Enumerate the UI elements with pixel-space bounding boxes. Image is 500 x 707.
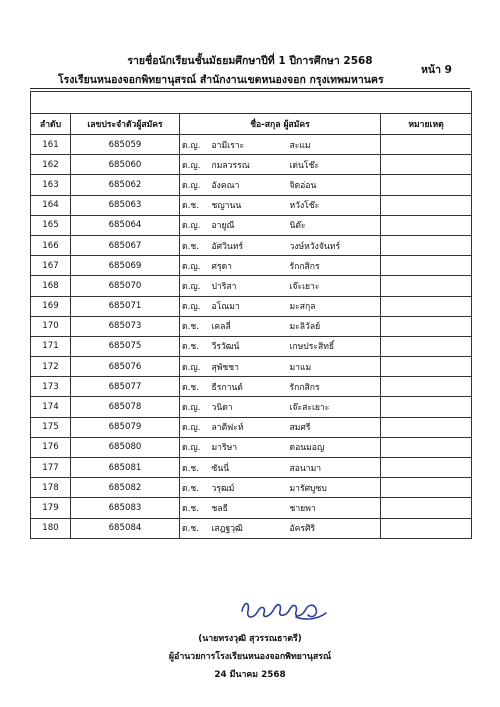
name-prefix: ด.ช. (180, 195, 210, 215)
row-number: 180 (31, 518, 71, 538)
first-name: เสฎฐวุฒิ (211, 524, 243, 535)
last-name: ชายพา (289, 503, 316, 514)
remark-cell (381, 256, 472, 276)
row-number: 166 (31, 235, 71, 255)
applicant-id: 685078 (71, 397, 180, 417)
table-row (31, 458, 472, 478)
table-row (31, 296, 472, 316)
row-number: 176 (31, 437, 71, 457)
first-name: ซันนี่ (211, 463, 230, 474)
row-number: 173 (31, 377, 71, 397)
name-prefix: ด.ญ. (180, 135, 210, 155)
applicant-id: 685079 (71, 417, 180, 437)
last-name: มารัศบูซบ (289, 483, 327, 494)
student-name (210, 175, 381, 195)
name-prefix: ด.ญ. (180, 296, 210, 316)
first-name: วีรวัฒน์ (211, 342, 240, 353)
page-number: หน้า 9 (421, 64, 452, 76)
table-row (31, 417, 472, 437)
remark-cell (381, 478, 472, 498)
applicant-id: 685083 (71, 498, 180, 518)
applicant-id: 685063 (71, 195, 180, 215)
student-roster-table (30, 91, 472, 539)
first-name: สุพัชชา (211, 362, 239, 373)
first-name: อัศวินทร์ (211, 241, 244, 252)
row-number: 164 (31, 195, 71, 215)
student-name (210, 235, 381, 255)
signed-date: 24 มีนาคม 2568 (214, 670, 286, 680)
remark-cell (381, 437, 472, 457)
student-name (210, 397, 381, 417)
name-prefix: ด.ช. (180, 316, 210, 336)
applicant-id: 685064 (71, 215, 180, 235)
student-name (210, 276, 381, 296)
first-name: อโณมา (211, 302, 240, 313)
name-prefix: ด.ช. (180, 336, 210, 356)
last-name: อัครศิริ (289, 524, 316, 535)
row-number: 177 (31, 458, 71, 478)
table-row (31, 235, 472, 255)
name-prefix: ด.ช. (180, 458, 210, 478)
document-title: รายชื่อนักเรียนชั้นมัธยมศึกษาปีที่ 1 ปีการศึกษา 2568 (127, 55, 373, 67)
remark-cell (381, 498, 472, 518)
row-number: 171 (31, 336, 71, 356)
row-number: 175 (31, 417, 71, 437)
table-row (31, 155, 472, 175)
applicant-id: 685069 (71, 256, 180, 276)
applicant-id: 685076 (71, 357, 180, 377)
last-name: มะสกุล (289, 302, 316, 313)
row-number: 162 (31, 155, 71, 175)
student-name (210, 215, 381, 235)
name-prefix: ด.ญ. (180, 397, 210, 417)
remark-cell (381, 215, 472, 235)
table-row (31, 135, 472, 155)
name-prefix: ด.ญ. (180, 437, 210, 457)
col-header-no: ลำดับ (31, 114, 71, 135)
table-row (31, 195, 472, 215)
signer-position: ผู้อำนวยการโรงเรียนหนองจอกพิทยานุสรณ์ (168, 652, 332, 662)
name-prefix: ด.ช. (180, 235, 210, 255)
row-number: 179 (31, 498, 71, 518)
last-name: รักกสิกร (289, 382, 320, 393)
remark-cell (381, 458, 472, 478)
roster-body (31, 135, 472, 539)
first-name: ศรุดา (211, 261, 232, 272)
table-row (31, 478, 472, 498)
first-name: เคลลี่ (211, 322, 231, 333)
student-name (210, 377, 381, 397)
remark-cell (381, 235, 472, 255)
applicant-id: 685062 (71, 175, 180, 195)
row-number: 161 (31, 135, 71, 155)
table-row (31, 256, 472, 276)
first-name: ชญานน (211, 201, 242, 212)
applicant-id: 685060 (71, 155, 180, 175)
remark-cell (381, 195, 472, 215)
student-name (210, 296, 381, 316)
student-name (210, 417, 381, 437)
student-name (210, 458, 381, 478)
row-number: 170 (31, 316, 71, 336)
student-name (210, 437, 381, 457)
student-name (210, 195, 381, 215)
name-prefix: ด.ญ. (180, 256, 210, 276)
row-number: 178 (31, 478, 71, 498)
header-underline (30, 88, 470, 89)
blank-cell (31, 92, 472, 114)
remark-cell (381, 518, 472, 538)
name-prefix: ด.ญ. (180, 417, 210, 437)
signer-name: (นายทรงวุฒิ สุวรรณธาตรี) (198, 634, 302, 644)
remark-cell (381, 397, 472, 417)
first-name: วนิดา (211, 403, 233, 414)
col-header-app-id: เลขประจำตัวผู้สมัคร (71, 114, 180, 135)
student-name (210, 155, 381, 175)
remark-cell (381, 175, 472, 195)
applicant-id: 685059 (71, 135, 180, 155)
applicant-id: 685082 (71, 478, 180, 498)
first-name: มาริษา (211, 443, 238, 454)
row-number: 174 (31, 397, 71, 417)
student-name (210, 336, 381, 356)
col-header-name: ชื่อ-สกุล ผู้สมัคร (180, 114, 381, 135)
last-name: มาแม (289, 362, 312, 373)
last-name: เจ๊ะเยาะ (289, 281, 320, 292)
first-name: ลาตีฟะห์ (211, 423, 244, 434)
name-prefix: ด.ช. (180, 478, 210, 498)
applicant-id: 685080 (71, 437, 180, 457)
last-name: หวังโช๊ะ (289, 201, 320, 212)
name-prefix: ด.ญ. (180, 276, 210, 296)
last-name: รักกสิกร (289, 261, 320, 272)
header-row (31, 114, 472, 135)
table-row (31, 316, 472, 336)
name-prefix: ด.ญ. (180, 357, 210, 377)
first-name: วรุฒม์ (211, 483, 235, 494)
table-row (31, 518, 472, 538)
remark-cell (381, 276, 472, 296)
applicant-id: 685075 (71, 336, 180, 356)
student-name (210, 357, 381, 377)
last-name: สมศรี (289, 423, 311, 434)
remark-cell (381, 377, 472, 397)
last-name: เจ๊ะสะเยาะ (289, 403, 330, 414)
student-name (210, 256, 381, 276)
applicant-id: 685071 (71, 296, 180, 316)
name-prefix: ด.ญ. (180, 155, 210, 175)
first-name: ธีรกานต์ (211, 382, 243, 393)
row-number: 169 (31, 296, 71, 316)
table-row (31, 215, 472, 235)
applicant-id: 685081 (71, 458, 180, 478)
table-row (31, 336, 472, 356)
applicant-id: 685070 (71, 276, 180, 296)
applicant-id: 685073 (71, 316, 180, 336)
name-prefix: ด.ญ. (180, 175, 210, 195)
last-name: ดอนมอญ (289, 443, 325, 454)
last-name: เด่นโช๊ะ (289, 160, 319, 171)
student-name (210, 316, 381, 336)
table-row (31, 498, 472, 518)
row-number: 167 (31, 256, 71, 276)
student-name (210, 135, 381, 155)
applicant-id: 685067 (71, 235, 180, 255)
col-header-remark: หมายเหตุ (381, 114, 472, 135)
applicant-id: 685084 (71, 518, 180, 538)
student-name (210, 478, 381, 498)
row-number: 163 (31, 175, 71, 195)
row-number: 168 (31, 276, 71, 296)
table-row (31, 357, 472, 377)
first-name: อามีเราะ (211, 140, 245, 151)
signature (236, 597, 332, 625)
remark-cell (381, 417, 472, 437)
last-name: สอนามา (289, 463, 322, 474)
row-number: 165 (31, 215, 71, 235)
name-prefix: ด.ช. (180, 498, 210, 518)
remark-cell (381, 357, 472, 377)
table-row (31, 437, 472, 457)
first-name: ชลธี (211, 503, 228, 514)
last-name: จิตอ่อน (289, 180, 317, 191)
student-name (210, 518, 381, 538)
name-prefix: ด.ญ. (180, 215, 210, 235)
last-name: เกษประสิทธิ์ (289, 342, 335, 353)
school-name: โรงเรียนหนองจอกพิทยานุสรณ์ สำนักงานเขตหนองจอก กรุงเทพมหานคร (58, 74, 384, 86)
table-row (31, 175, 472, 195)
row-number: 172 (31, 357, 71, 377)
first-name: กมลวรรณ (211, 160, 250, 171)
student-name (210, 498, 381, 518)
first-name: อังคณา (211, 180, 240, 191)
first-name: ปาริสา (211, 281, 237, 292)
remark-cell (381, 296, 472, 316)
blank-spacer-row (31, 92, 472, 114)
table-row (31, 397, 472, 417)
remark-cell (381, 336, 472, 356)
remark-cell (381, 155, 472, 175)
last-name: สะแม (289, 140, 311, 151)
last-name: มะลิวัลย์ (289, 322, 321, 333)
table-row (31, 377, 472, 397)
name-prefix: ด.ช. (180, 377, 210, 397)
last-name: นิต๊ะ (289, 221, 306, 232)
table-row (31, 276, 472, 296)
remark-cell (381, 135, 472, 155)
name-prefix: ด.ช. (180, 518, 210, 538)
last-name: วงษ์หวังจันทร์ (289, 241, 341, 252)
first-name: อายูณี (211, 221, 235, 232)
remark-cell (381, 316, 472, 336)
applicant-id: 685077 (71, 377, 180, 397)
